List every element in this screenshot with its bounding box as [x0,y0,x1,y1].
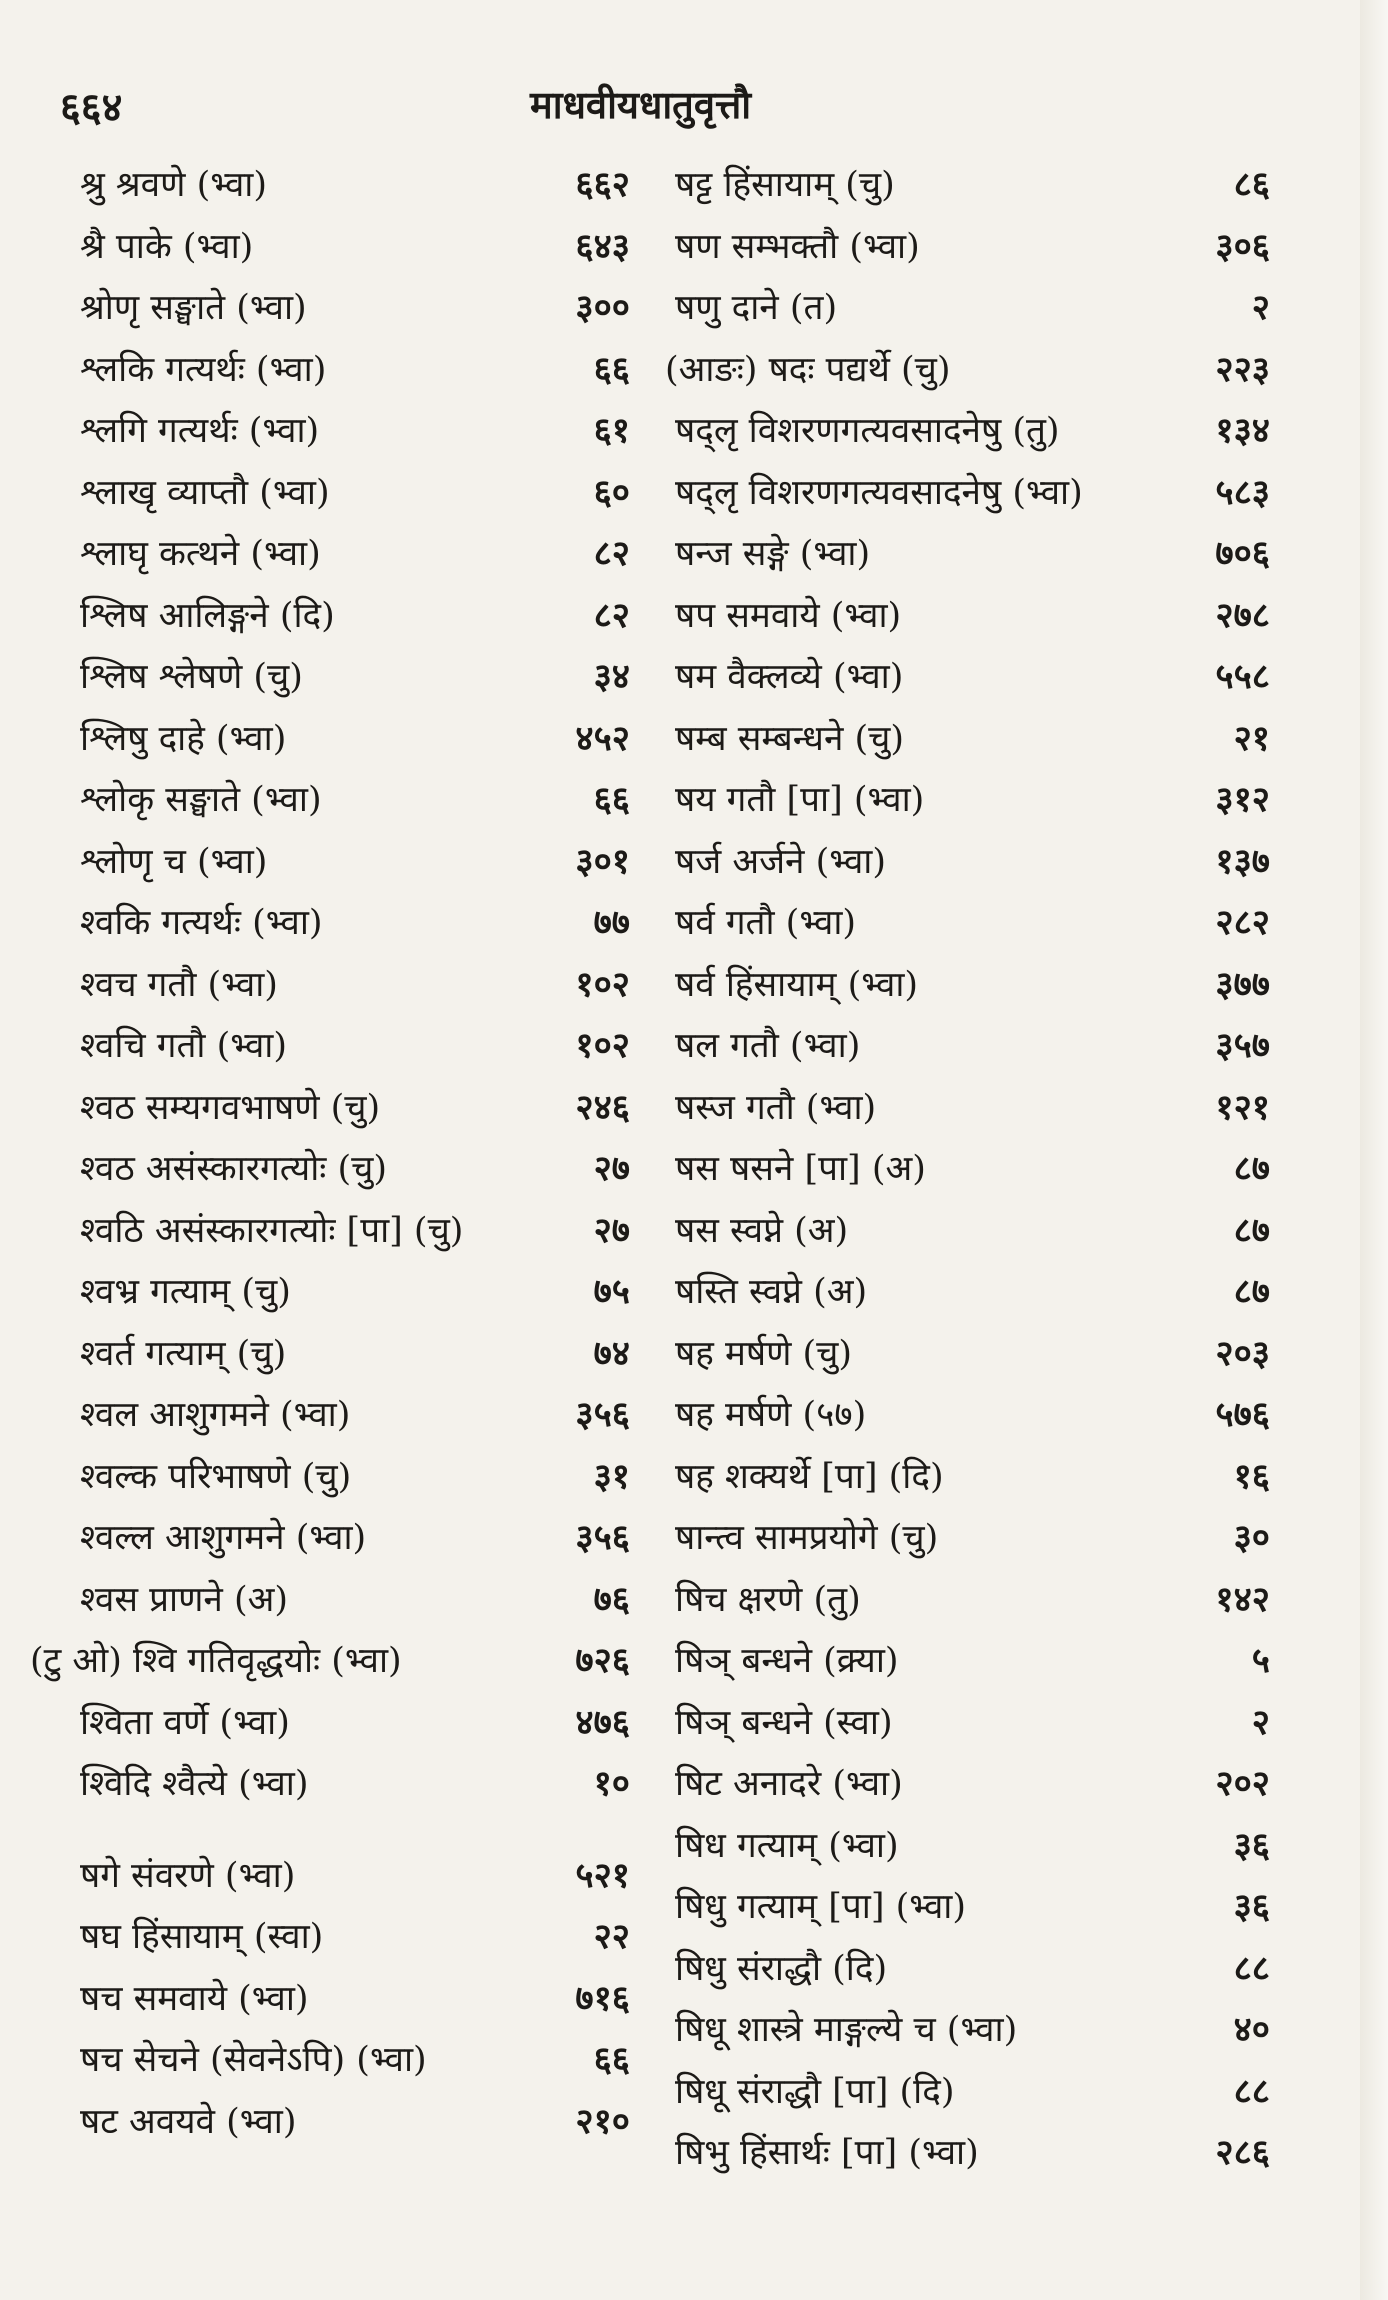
entry-page-ref: २४६ [575,1086,630,1128]
entry-page-ref: १४२ [1215,1578,1270,1620]
index-entry [30,1912,630,1974]
entry-root-text: श्लोकृ सङ्घाते (भ्वा) [80,780,322,820]
running-title: माधवीयधातुवृत्तौ [530,82,752,127]
entry-page-ref: ६६ [593,348,630,390]
index-entry [30,898,630,960]
entry-page-ref: ४० [1233,2009,1270,2050]
index-entry [665,283,1270,345]
entry-page-ref: ७७ [593,902,630,943]
index-entry [665,468,1270,530]
index-entry [665,1944,1270,2006]
entry-root-text: श्वस प्राणने (अ) [80,1579,289,1620]
entry-root-text: षम्ब सम्बन्धने (चु) [675,718,905,759]
entry-page-ref: ३७७ [1215,963,1270,1005]
entry-root-text: श्लगि गत्यर्थः (भ्वा) [80,411,320,451]
index-entry [30,1452,630,1514]
entry-root-text: श्विता वर्णे (भ्वा) [80,1702,290,1743]
index-entry [30,468,630,530]
entry-page-ref: ५२१ [575,1854,630,1896]
index-entry [30,1144,630,1206]
entry-root-text: षस्ज गतौ (भ्वा) [675,1087,877,1128]
entry-page-ref: ६६२ [575,164,630,205]
entry-page-ref: ८६ [1233,164,1270,205]
entry-root-text: षस स्वप्ने (अ) [675,1210,849,1251]
entry-page-ref: २७ [593,1148,630,1189]
index-entry [30,1636,630,1698]
index-entry [665,714,1270,776]
entry-root-text: श्वठ असंस्कारगत्योः (चु) [80,1149,388,1189]
entry-root-text: षह मर्षणे (५७) [675,1395,867,1435]
entry-root-text: षान्त्व सामप्रयोगे (चु) [675,1518,939,1558]
entry-root-text: श्लाघृ कत्थने (भ्वा) [80,534,321,574]
entry-page-ref: २२३ [1215,348,1270,390]
index-entry [30,1513,630,1575]
entry-root-text: षल गतौ (भ्वा) [675,1026,861,1066]
entry-root-text: षणु दाने (त) [675,288,838,328]
entry-root-text: षण सम्भक्तौ (भ्वा) [675,226,920,267]
entry-root-text: षय गतौ [पा] (भ्वा) [675,780,925,820]
entry-page-ref: ५८३ [1215,471,1270,513]
page-edge [1360,0,1388,2300]
entry-root-text: (टु ओ) श्वि गतिवृद्धयोः (भ्वा) [30,1641,402,1681]
entry-page-ref: ७४ [593,1332,630,1374]
index-entry [30,652,630,714]
entry-page-ref: ३४ [593,656,630,697]
entry-root-text: षिञ् बन्धने (स्वा) [675,1702,893,1743]
entry-root-text: षच सेचने (सेवनेऽपि) (भ्वा) [80,2040,427,2080]
index-entry [665,529,1270,591]
index-entry [665,1452,1270,1514]
entry-root-text: (आङः) षदः पद्यर्थे (चु) [665,349,951,390]
entry-page-ref: ८८ [1233,1947,1270,1989]
index-entry [30,1851,630,1913]
entry-page-ref: ३५६ [575,1517,630,1558]
entry-page-ref: ५ [1251,1640,1270,1681]
index-entry [30,1759,630,1821]
entry-page-ref: ८८ [1233,2070,1270,2112]
entry-root-text: षिञ् बन्धने (क्र्या) [675,1641,899,1681]
entry-root-text: षर्ज अर्जने (भ्वा) [675,841,887,882]
entry-root-text: षम वैक्लव्ये (भ्वा) [675,657,904,697]
index-entry [30,529,630,591]
index-entry [30,775,630,837]
entry-page-ref: १०२ [575,963,630,1005]
entry-root-text: षिट अनादरे (भ्वा) [675,1764,903,1804]
entry-page-ref: १३४ [1215,410,1270,451]
entry-page-ref: १० [593,1763,630,1804]
entry-page-ref: २१ [1233,717,1270,759]
entry-page-ref: २१० [575,2100,630,2142]
entry-page-ref: ८७ [1233,1271,1270,1312]
right-column [665,160,1270,2190]
index-entry [665,222,1270,284]
index-entry [30,1083,630,1145]
index-entry [30,2035,630,2097]
entry-page-ref: ५५८ [1215,656,1270,697]
entry-page-ref: २०३ [1215,1332,1270,1374]
entry-root-text: षप समवाये (भ्वा) [675,595,902,636]
entry-page-ref: ३१ [593,1455,630,1497]
entry-root-text: षच समवाये (भ्वा) [80,1978,309,2019]
entry-page-ref: २८२ [1215,902,1270,943]
entry-root-text: षस षसने [पा] (अ) [675,1149,926,1189]
index-entry [665,1513,1270,1575]
entry-root-text: श्वकि गत्यर्थः (भ्वा) [80,903,323,943]
index-entry [665,1636,1270,1698]
entry-root-text: षघ हिंसायाम् (स्वा) [80,1917,324,1957]
index-entry [665,1329,1270,1391]
entry-root-text: षिच क्षरणे (तु) [675,1579,861,1620]
entry-root-text: श्लिष श्लेषणे (चु) [80,657,303,697]
index-entry [665,960,1270,1022]
entry-page-ref: ६६ [593,2039,630,2080]
index-entry [665,345,1270,407]
entry-page-ref: ३५७ [1215,1025,1270,1066]
entry-page-ref: १०२ [575,1025,630,1066]
index-entry [30,406,630,468]
index-entry [30,283,630,345]
entry-root-text: षिध गत्याम् (भ्वा) [675,1825,899,1866]
entry-root-text: षह मर्षणे (चु) [675,1333,853,1374]
entry-root-text: षन्ज सङ्गे (भ्वा) [675,534,871,574]
entry-page-ref: २ [1251,287,1270,328]
entry-root-text: षिधु गत्याम् [पा] (भ्वा) [675,1887,967,1927]
index-entry [30,837,630,899]
entry-page-ref: ७०६ [1215,533,1270,574]
entry-page-ref: ३०० [575,287,630,328]
index-entry [665,1083,1270,1145]
index-entry [30,714,630,776]
entry-root-text: षट अवयवे (भ्वा) [80,2101,297,2142]
entry-root-text: श्लकि गत्यर्थः (भ्वा) [80,349,327,390]
index-entry [665,1390,1270,1452]
index-entry [30,1267,630,1329]
entry-root-text: षद्लृ विशरणगत्यवसादनेषु (तु) [675,411,1060,451]
entry-root-text: श्विदि श्वैत्ये (भ्वा) [80,1764,309,1804]
entry-page-ref: ५७६ [1215,1394,1270,1435]
left-column [30,160,630,2158]
index-entry [665,1759,1270,1821]
entry-root-text: श्वठ सम्यगवभाषणे (चु) [80,1087,381,1128]
entry-root-text: षगे संवरणे (भ्वा) [80,1855,296,1896]
entry-root-text: षह शक्यर्थे [पा] (दि) [675,1456,944,1497]
entry-root-text: श्लिषु दाहे (भ्वा) [80,718,287,759]
entry-root-text: षिधू संराद्धौ [पा] (दि) [675,2071,955,2112]
entry-page-ref: २८६ [1215,2132,1270,2173]
entry-root-text: श्लोणृ च (भ्वा) [80,841,268,882]
index-entry [665,652,1270,714]
index-entry [30,2097,630,2159]
index-entry [30,1390,630,1452]
entry-root-text: श्वल आशुगमने (भ्वा) [80,1395,351,1435]
entry-root-text: श्रोणृ सङ्घाते (भ्वा) [80,288,307,328]
entry-page-ref: ३० [1233,1517,1270,1558]
entry-page-ref: २०२ [1215,1763,1270,1804]
entry-root-text: श्वल्ल आशुगमने (भ्वा) [80,1518,367,1558]
entry-page-ref: ३५६ [575,1394,630,1435]
entry-page-ref: १३७ [1215,840,1270,882]
index-entry [30,1206,630,1268]
entry-root-text: श्रै पाके (भ्वा) [80,226,254,267]
entry-page-ref: २२ [593,1916,630,1957]
index-entry [30,1575,630,1637]
entry-root-text: षद्लृ विशरणगत्यवसादनेषु (भ्वा) [675,472,1083,513]
index-entry [30,1329,630,1391]
index-entry [30,1698,630,1760]
entry-root-text: श्वचि गतौ (भ्वा) [80,1026,288,1066]
entry-page-ref: ७५ [593,1271,630,1312]
entry-root-text: षस्ति स्वप्ने (अ) [675,1272,868,1312]
entry-page-ref: २ [1251,1701,1270,1743]
index-entry [30,160,630,222]
entry-root-text: षर्व हिंसायाम् (भ्वा) [675,964,919,1005]
entry-page-ref: ७२६ [575,1640,630,1681]
entry-page-ref: १६ [1233,1455,1270,1497]
entry-root-text: षिधु संराद्धौ (दि) [675,1948,888,1989]
index-entry [665,1206,1270,1268]
entry-root-text: श्लिष आलिङ्गने (दि) [80,595,335,636]
index-entry [30,960,630,1022]
entry-root-text: षर्व गतौ (भ्वा) [675,903,857,943]
entry-page-ref: २७ [593,1209,630,1251]
entry-page-ref: ६१ [593,410,630,451]
entry-page-ref: ७६ [593,1578,630,1620]
entry-page-ref: ३६ [1233,1824,1270,1866]
page-number: ६६४ [60,84,123,131]
entry-page-ref: ४७६ [575,1701,630,1743]
index-entry [665,1267,1270,1329]
entry-root-text: श्वठि असंस्कारगत्योः [पा] (चु) [80,1210,464,1251]
entry-root-text: षिभु हिंसार्थः [पा] (भ्वा) [675,2133,979,2173]
index-entry [665,160,1270,222]
index-entry [665,1575,1270,1637]
index-entry [665,2128,1270,2190]
entry-page-ref: ८२ [593,533,630,574]
entry-page-ref: ६४३ [575,225,630,267]
index-entry [665,406,1270,468]
entry-root-text: श्वल्क परिभाषणे (चु) [80,1456,352,1497]
entry-page-ref: ३०१ [575,840,630,882]
entry-root-text: श्वर्त गत्याम् (चु) [80,1333,287,1374]
entry-page-ref: १२१ [1215,1086,1270,1128]
index-entry [665,1821,1270,1883]
index-entry [665,898,1270,960]
index-entry [665,591,1270,653]
index-entry [665,1698,1270,1760]
entry-page-ref: ३६ [1233,1886,1270,1927]
index-entry [665,2005,1270,2067]
entry-root-text: श्वभ्र गत्याम् (चु) [80,1272,291,1312]
index-entry [30,1974,630,2036]
entry-root-text: षिधू शास्त्रे माङ्गल्ये च (भ्वा) [675,2010,1018,2050]
index-entry [665,2067,1270,2129]
entry-page-ref: ३१२ [1215,779,1270,820]
entry-root-text: श्रु श्रवणे (भ्वा) [80,165,268,205]
entry-page-ref: ८२ [593,594,630,636]
entry-page-ref: ६६ [593,779,630,820]
index-entry [30,222,630,284]
entry-root-text: श्वच गतौ (भ्वा) [80,964,278,1005]
index-entry [30,1021,630,1083]
entry-page-ref: २७८ [1215,594,1270,636]
page-header [0,78,1388,138]
entry-root-text: षट्ट हिंसायाम् (चु) [675,165,895,205]
entry-page-ref: ३०६ [1215,225,1270,267]
index-entry [665,775,1270,837]
index-entry [665,1144,1270,1206]
index-entry [30,345,630,407]
index-entry [665,837,1270,899]
entry-page-ref: ६० [593,471,630,513]
index-entry [665,1021,1270,1083]
entry-page-ref: ८७ [1233,1209,1270,1251]
index-entry [665,1882,1270,1944]
index-entry [30,591,630,653]
entry-page-ref: ७१६ [575,1977,630,2019]
entry-page-ref: ८७ [1233,1148,1270,1189]
entry-root-text: श्लाखृ व्याप्तौ (भ्वा) [80,472,330,513]
entry-page-ref: ४५२ [575,717,630,759]
